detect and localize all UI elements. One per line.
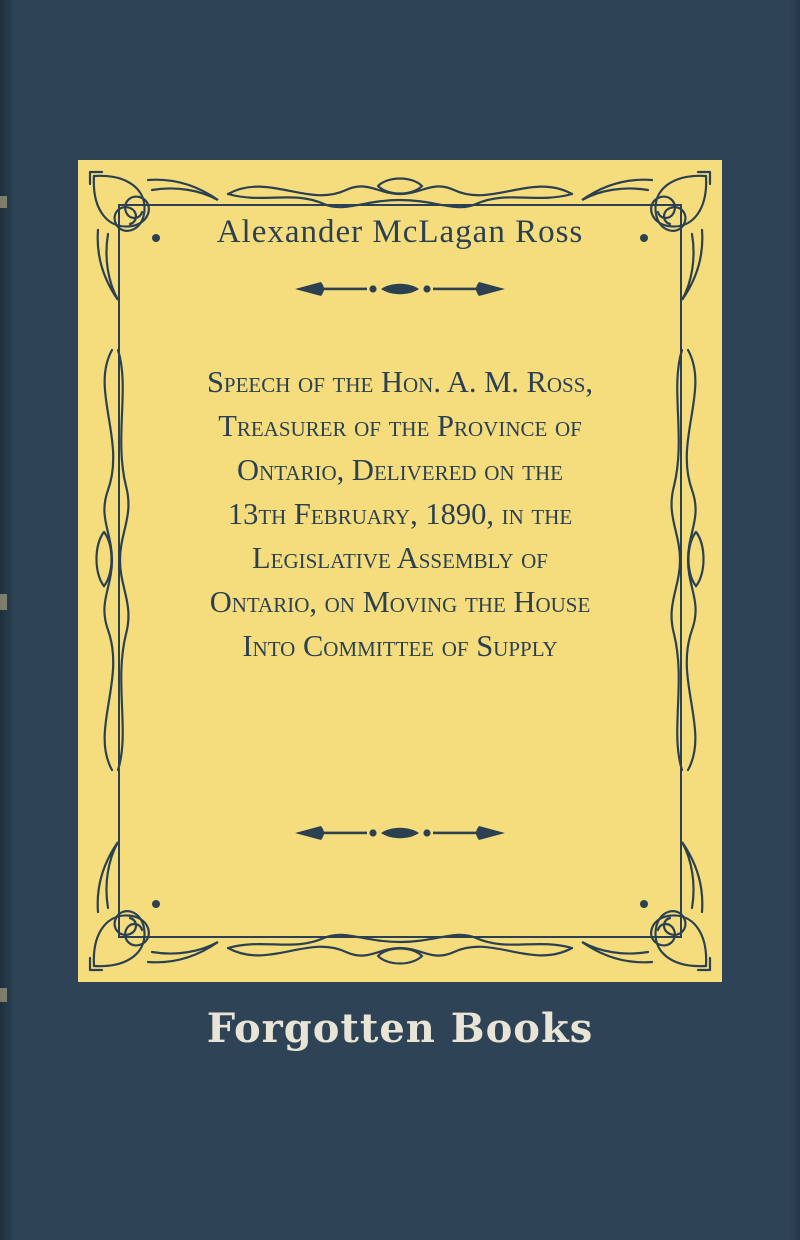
publisher-logo: Forgotten Books <box>206 1005 594 1052</box>
title-line: Legislative Assembly of <box>252 541 548 575</box>
page-edge-mark <box>0 196 7 208</box>
book-title <box>124 360 676 668</box>
title-line: Into Committee of Supply <box>242 629 558 663</box>
page-edge-mark <box>0 988 7 1002</box>
title-line: Speech of the Hon. A. M. Ross, <box>206 365 594 399</box>
fleuron-divider-bottom <box>78 822 722 849</box>
title-line: Treasurer of the Province of <box>218 409 582 443</box>
author-name: Alexander McLagan Ross <box>216 214 584 250</box>
fleuron-divider-icon <box>295 822 505 844</box>
cover-panel <box>78 160 722 982</box>
page-edge-mark <box>0 594 7 610</box>
title-line: Ontario, on Moving the House <box>209 585 591 619</box>
title-line: Ontario, Delivered on the <box>237 453 563 487</box>
fleuron-divider-icon <box>295 278 505 300</box>
title-line: 13th February, 1890, in the <box>227 497 573 531</box>
fleuron-divider-top <box>78 278 722 305</box>
